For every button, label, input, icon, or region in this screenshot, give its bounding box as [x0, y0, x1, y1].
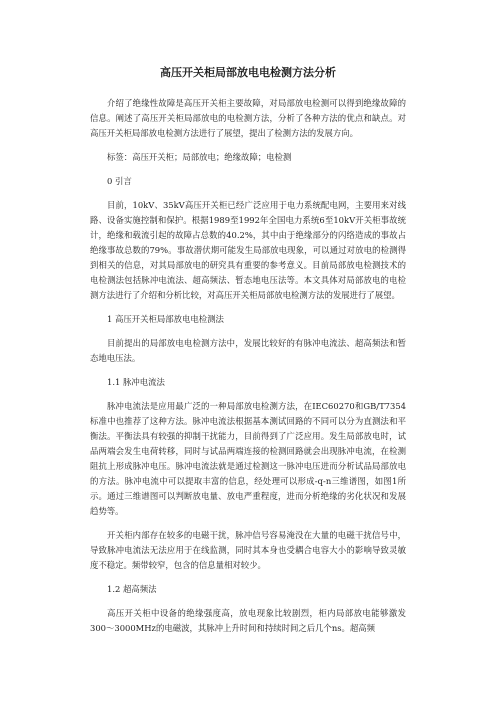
paragraph-pulse-current-2: 开关柜内部存在较多的电磁干扰，脉冲信号容易淹没在大量的电磁干扰信号中，导致脉冲电流法无法应用于在线监测，同时其本身也受耦合电容大小的影响导致灵敏度不稳定。频带较窄，包含的信息量相对较少。 [90, 530, 406, 570]
section-heading-1-2: 1.2 超高频法 [107, 584, 157, 594]
paragraph-uhf-1: 高压开关柜中设备的绝缘强度高，放电现象比较剧烈，柜内局部放电能够激发300～3000MHz的电磁波，其脉冲上升时间和持续时间之后几个ns。超高频 [90, 608, 406, 633]
section-heading-1: 1 高压开关柜局部放电电检测法 [107, 314, 224, 324]
paragraph-intro: 目前，10kV、35kV高压开关柜已经广泛应用于电力系统配电网，主要用来对线路、设备实施控制和保护。根据1989至1992年全国电力系统6至10kV开关柜事故统计，绝缘和载流引起的故障占总数的40.2%，其中由于绝缘部分的闪络造成的事故占绝缘事故总数的79%。事故潜伏期可能发生局部放电现象，可以通过对放电的检测得到相关的信息，对其局部放电的研究具有重要的参考意义。目前局部放电检测技术的电检测法包括脉冲电流法、超高频法、暂态地电压法等。本文具体对局部放电的电检测方法进行了介绍和分析比较，对高压开关柜局部放电检测方法的发展进行了展望。 [90, 200, 406, 300]
document-title: 高压开关柜局部放电电检测方法分析 [160, 66, 336, 79]
paragraph-pulse-current-1: 脉冲电流法是应用最广泛的一种局部放电检测方法，在IEC60270和GB/T7354标准中也推荐了这种方法。脉冲电流法根据基本测试回路的不同可以分为直测法和平衡法。平衡法具有较强的抑制干扰能力，目前得到了广泛应用。发生局部放电时，试品两端会发生电荷转移，同时与试品两端连接的检测回路就会出现脉冲电流，在检测阻抗上形成脉冲电压。脉冲电流法就是通过检测这一脉冲电压进而分析试品局部放电的方法。脉冲电流中可以提取丰富的信息，经处理可以形成-q-n三维谱图，如图1所示。通过三维谱图可以判断放电量、放电严重程度，进而分析绝缘的劣化状况和发展趋势等。 [90, 401, 406, 516]
abstract: 介绍了绝缘性故障是高压开关柜主要故障，对局部放电检测可以得到绝缘故障的信息。阐述了高压开关柜局部放电的电检测方法，分析了各种方法的优点和缺点。对高压开关柜局部放电检测方法进行了展望，提出了检测方法的发展方向。 [90, 98, 406, 138]
section-heading-intro: 0 引言 [107, 176, 132, 186]
keywords: 标签：高压开关柜；局部放电；绝缘故障；电检测 [107, 152, 292, 162]
section-heading-1-1: 1.1 脉冲电流法 [107, 377, 165, 387]
paragraph-section-1: 目前提出的局部放电电检测方法中，发展比较好的有脉冲电流法、超高频法和暂态地电压法。 [90, 338, 406, 363]
